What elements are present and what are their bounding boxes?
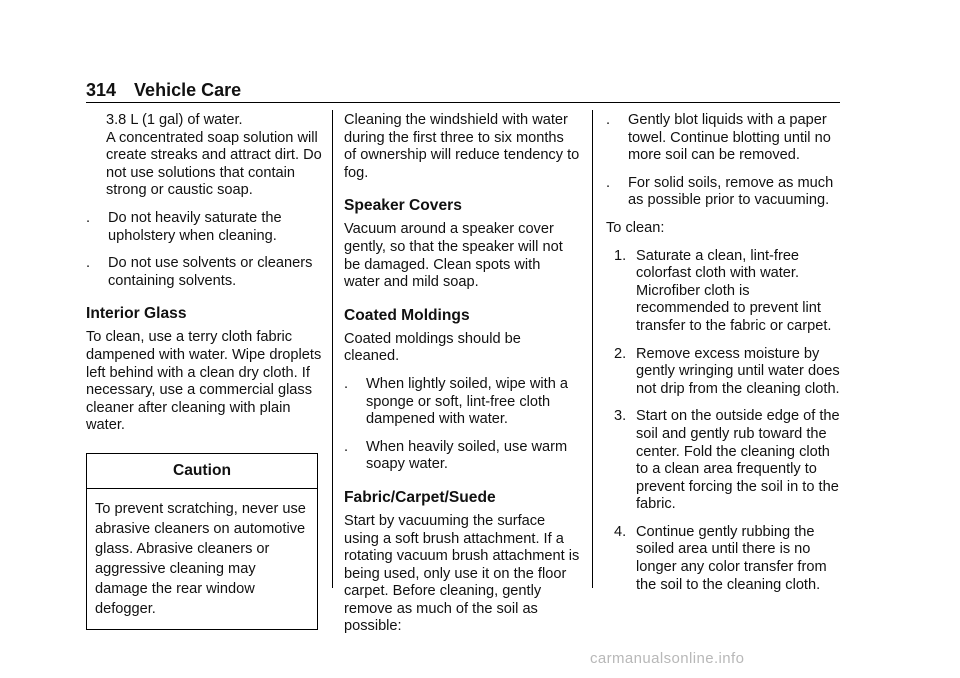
bullet-mark: . (606, 112, 611, 128)
list-item (606, 248, 842, 336)
caution-box (86, 453, 318, 630)
bullet-text: For solid soils, remove as much as possible prior to vacuuming. (628, 174, 834, 209)
bullet-mark: . (86, 255, 91, 272)
step-number: 2. (614, 345, 627, 362)
step-text: Continue gently rubbing the soiled area until there is no longer any color transfer from the soil to the cleaning cloth. (636, 523, 827, 593)
list-item (606, 346, 842, 399)
caution-title: Caution (87, 454, 317, 489)
to-clean-label: To clean: (606, 219, 665, 236)
fabric-text: Start by vacuuming the surface using a soft brush attachment. If a rotating vacuum brush attachment is being used, only use it on the floor carpet. Before cleaning, gently remove as much of the soil as possible: (344, 512, 580, 635)
list-item (606, 112, 842, 165)
watermark: carmanualsonline.info (590, 650, 745, 667)
list-item (86, 255, 322, 290)
page-number: 314 (86, 80, 117, 100)
continued-text: 3.8 L (1 gal) of water. A concentrated soap solution will create streaks and attract dirt. Do not use solutions that contain strong or caustic soap. (106, 112, 322, 199)
speaker-covers-text: Vacuum around a speaker cover gently, so that the speaker will not be damaged. Clean spots with water and mild soap. (344, 221, 563, 291)
step-number: 1. (614, 247, 627, 264)
bullet-mark: . (86, 209, 91, 226)
step-text: Remove excess moisture by gently wringing until water does not drip from the cleaning cloth. (636, 345, 840, 397)
header-rule (86, 102, 840, 103)
bullet-mark: . (344, 438, 349, 455)
list-item (344, 376, 580, 429)
page-header (86, 82, 840, 102)
interior-glass-text: To clean, use a terry cloth fabric dampened with water. Wipe droplets left behind with a clean dry cloth. If necessary, use a commercial glass cleaner after cleaning with plain water. (86, 329, 322, 434)
step-number: 4. (614, 523, 627, 540)
column-2 (344, 112, 580, 636)
bullet-text: When lightly soiled, wipe with a sponge or soft, lint-free cloth dampened with water. (366, 375, 568, 428)
list-item (344, 439, 580, 474)
column-divider-2 (592, 110, 593, 588)
section-heading-coated-moldings: Coated Moldings (344, 306, 470, 324)
page-title: Vehicle Care (134, 80, 242, 100)
section-heading-interior-glass: Interior Glass (86, 305, 187, 323)
list-item (606, 524, 842, 594)
coated-moldings-text: Coated moldings should be cleaned. (344, 330, 521, 365)
bullet-text: Do not heavily saturate the upholstery when cleaning. (108, 209, 282, 244)
column-1 (86, 112, 322, 630)
list-item (86, 210, 322, 245)
windshield-text: Cleaning the windshield with water during the first three to six months of ownership will reduce tendency to fog. (344, 112, 580, 181)
step-number: 3. (614, 408, 627, 425)
list-item (606, 175, 842, 210)
list-item (606, 408, 842, 514)
bullet-mark: . (344, 375, 349, 392)
bullet-text: Do not use solvents or cleaners containing solvents. (108, 255, 313, 289)
bullet-text: When heavily soiled, use warm soapy water. (366, 438, 568, 473)
column-divider-1 (332, 110, 333, 588)
bullet-mark: . (606, 174, 611, 191)
step-text: Saturate a clean, lint-free colorfast cloth with water. Microfiber cloth is recommended to prevent lint transfer to the fabric or carpet. (636, 247, 832, 334)
step-text: Start on the outside edge of the soil and gently rub toward the center. Fold the cleaning cloth to a clean area frequently to prevent forcing the soil in to the fabric. (636, 408, 840, 513)
section-heading-speaker-covers: Speaker Covers (344, 197, 462, 215)
caution-text: To prevent scratching, never use abrasive cleaners on automotive glass. Abrasive cleaners or aggressive cleaning may damage the rear window defogger. (95, 500, 306, 617)
bullet-text: Gently blot liquids with a paper towel. Continue blotting until no more soil can be removed. (628, 112, 831, 164)
column-3 (606, 112, 842, 604)
section-heading-fabric: Fabric/Carpet/Suede (344, 488, 496, 506)
